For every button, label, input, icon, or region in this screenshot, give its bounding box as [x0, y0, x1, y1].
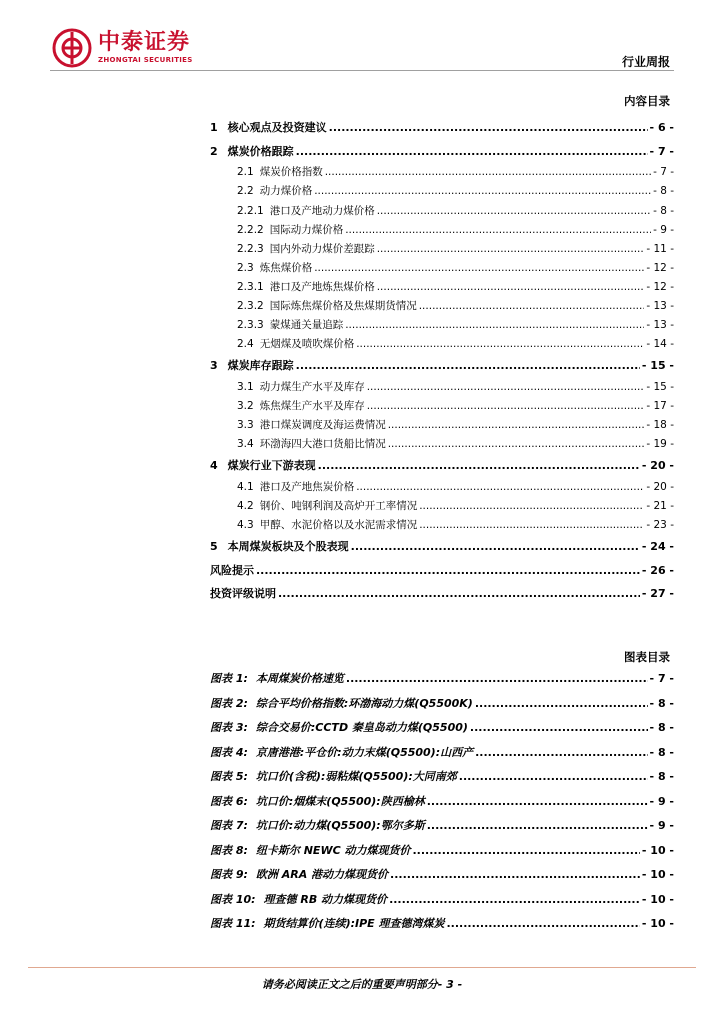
toc-entry-number: 2.2.2 — [237, 223, 264, 236]
toc-entry-title: 风险提示 — [210, 564, 254, 578]
toc-entry-page: - 8 - — [653, 185, 674, 198]
toc-entry[interactable] — [210, 335, 674, 354]
figure-title: 坑口价(含税):弱粘煤(Q5500):大同南郊 — [255, 770, 457, 783]
toc-entry[interactable] — [210, 416, 674, 435]
figure-page: - 8 - — [649, 696, 674, 710]
toc-entry[interactable] — [210, 478, 674, 497]
toc-entry-number: 3.2 — [237, 400, 254, 413]
toc-dot-leader — [314, 259, 644, 278]
figure-label: 图表 11: — [210, 917, 256, 930]
toc-entry-page: - 7 - — [649, 144, 674, 158]
toc-entry-page: - 9 - — [653, 223, 674, 236]
toc-entry-number: 2.3.2 — [237, 300, 264, 313]
toc-dot-leader — [388, 435, 645, 454]
figure-dot-leader — [346, 667, 648, 692]
figure-title: 欧洲 ARA 港动力煤现货价 — [255, 868, 389, 881]
toc-entry-page: - 26 - — [641, 564, 674, 578]
toc-entry[interactable] — [210, 454, 674, 478]
toc-dot-leader — [345, 316, 644, 335]
toc-entry-number: 4.3 — [237, 519, 254, 532]
toc-dot-leader — [377, 240, 645, 259]
toc-entry-number: 3 — [210, 359, 218, 373]
toc-dot-leader — [419, 497, 644, 516]
figure-page: - 7 - — [649, 672, 674, 685]
figure-dot-leader — [427, 790, 648, 815]
toc-entry[interactable] — [210, 202, 674, 221]
figure-dot-leader — [389, 888, 640, 913]
toc-entry-title: 甲醇、水泥价格以及水泥需求情况 — [259, 519, 418, 532]
toc-entry[interactable] — [210, 259, 674, 278]
toc-entry-number: 2.2 — [237, 185, 254, 198]
figure-entry[interactable] — [210, 765, 674, 790]
figure-label: 图表 4: — [210, 745, 248, 759]
figure-label: 图表 8: — [210, 843, 248, 857]
toc-entry[interactable] — [210, 354, 674, 378]
figure-entry[interactable] — [210, 741, 674, 766]
figure-dot-leader — [390, 863, 640, 888]
figure-title: 理查德 RB 动力煤现货价 — [263, 892, 388, 906]
toc-entry-title: 动力煤生产水平及库存 — [259, 381, 365, 393]
toc-entry-title: 国际炼焦煤价格及焦煤期货情况 — [269, 300, 417, 313]
toc-entry-number: 4.2 — [237, 500, 254, 513]
table-of-contents — [210, 116, 674, 605]
figure-label: 图表 2: — [210, 696, 248, 710]
report-type: 行业周报 — [621, 55, 670, 69]
toc-entry-title: 动力煤价格 — [259, 185, 313, 198]
figure-title: 坑口价:烟煤末(Q5500):陕西榆林 — [255, 794, 425, 808]
toc-entry[interactable] — [210, 516, 674, 535]
figure-page: - 10 - — [641, 892, 674, 906]
toc-entry-title: 国内外动力煤价差跟踪 — [269, 242, 375, 255]
figure-entry[interactable] — [210, 790, 674, 815]
toc-entry[interactable] — [210, 182, 674, 201]
toc-entry-page: - 12 - — [646, 280, 674, 293]
toc-entry-page: - 13 - — [646, 300, 674, 313]
toc-entry-page: - 20 - — [641, 459, 674, 473]
figure-label: 图表 9: — [210, 868, 248, 881]
toc-entry-number: 2.3 — [237, 261, 254, 274]
toc-dot-leader — [318, 454, 640, 478]
figure-label: 图表 1: — [210, 672, 248, 685]
toc-dot-leader — [377, 202, 651, 221]
toc-entry-page: - 27 - — [641, 587, 674, 601]
toc-entry-title: 煤炭价格指数 — [259, 166, 323, 179]
figure-title: 期货结算价(连续):IPE 理查德湾煤炭 — [263, 917, 445, 930]
toc-entry-page: - 21 - — [646, 500, 674, 513]
toc-entry-page: - 6 - — [649, 121, 674, 134]
toc-entry-title: 港口及产地炼焦煤价格 — [269, 280, 375, 293]
figures-title: 图表目录 — [624, 650, 670, 664]
toc-entry-title: 投资评级说明 — [210, 587, 276, 601]
toc-entry[interactable] — [210, 297, 674, 316]
toc-entry-title: 煤炭库存跟踪 — [227, 359, 294, 373]
page-footer — [0, 976, 724, 992]
figure-page: - 8 - — [649, 745, 674, 759]
toc-entry[interactable] — [210, 559, 674, 582]
toc-entry[interactable] — [210, 316, 674, 335]
toc-entry-title: 国际动力煤价格 — [269, 223, 344, 236]
figure-label: 图表 6: — [210, 794, 248, 808]
brand-name-cn: 中泰证券 — [98, 30, 191, 55]
toc-entry-page: - 17 - — [646, 400, 674, 413]
toc-dot-leader — [419, 516, 644, 535]
toc-dot-leader — [367, 378, 645, 397]
toc-entry-title: 煤炭价格跟踪 — [227, 144, 294, 158]
toc-entry-number: 5 — [210, 540, 218, 554]
toc-dot-leader — [329, 116, 648, 140]
figure-dot-leader — [470, 716, 648, 741]
toc-entry-number: 2.4 — [237, 338, 254, 351]
figure-dot-leader — [475, 692, 648, 717]
toc-dot-leader — [419, 297, 645, 316]
toc-entry-page: - 8 - — [653, 204, 674, 217]
toc-entry-page: - 18 - — [646, 419, 674, 432]
footer-disclaimer: 请务必阅读正文之后的重要声明部分 — [261, 978, 438, 991]
figure-label: 图表 7: — [210, 819, 248, 832]
toc-entry[interactable] — [210, 240, 674, 259]
figure-title: 坑口价:动力煤(Q5500):鄂尔多斯 — [255, 819, 425, 832]
toc-dot-leader — [325, 163, 651, 182]
toc-dot-leader — [256, 559, 640, 582]
toc-dot-leader — [356, 335, 644, 354]
toc-entry[interactable] — [210, 535, 674, 559]
figure-entry[interactable] — [210, 888, 674, 913]
figure-title: 综合交易价:CCTD 秦皇岛动力煤(Q5500) — [255, 721, 468, 734]
toc-entry[interactable] — [210, 140, 674, 164]
toc-entry-page: - 19 - — [646, 438, 674, 451]
toc-entry-number: 2.2.1 — [237, 204, 264, 217]
header-divider — [50, 70, 674, 71]
toc-entry-number: 2 — [210, 144, 218, 158]
toc-entry-title: 炼焦煤价格 — [259, 261, 313, 274]
toc-entry-number: 2.2.3 — [237, 242, 264, 255]
toc-dot-leader — [278, 582, 640, 605]
figure-page: - 10 - — [641, 917, 674, 930]
figure-entry[interactable] — [210, 814, 674, 839]
figure-dot-leader — [447, 912, 640, 937]
company-logo — [52, 28, 193, 68]
figure-dot-leader — [412, 839, 639, 864]
figure-dot-leader — [475, 741, 647, 766]
toc-entry-title: 无烟煤及喷吹煤价格 — [259, 338, 355, 351]
toc-entry-page: - 15 - — [646, 381, 674, 393]
figure-entry[interactable] — [210, 716, 674, 741]
toc-entry[interactable] — [210, 116, 674, 140]
page-header — [0, 0, 724, 80]
toc-entry-page: - 13 - — [646, 319, 674, 332]
toc-entry-number: 4.1 — [237, 481, 254, 494]
toc-entry-page: - 11 - — [646, 242, 674, 255]
toc-dot-leader — [345, 221, 651, 240]
figure-title: 本周煤炭价格速览 — [255, 672, 344, 685]
toc-entry[interactable] — [210, 397, 674, 416]
figure-entry[interactable] — [210, 667, 674, 692]
toc-entry-number: 2.1 — [237, 166, 254, 179]
toc-entry-title: 炼焦煤生产水平及库存 — [259, 400, 365, 413]
toc-entry-page: - 20 - — [646, 481, 674, 494]
figure-title: 纽卡斯尔 NEWC 动力煤现货价 — [255, 843, 411, 857]
toc-entry[interactable] — [210, 378, 674, 397]
toc-entry-page: - 14 - — [646, 338, 674, 351]
zhongtai-logo-icon — [52, 28, 92, 68]
toc-entry-title: 钢价、吨钢利润及高炉开工率情况 — [259, 500, 418, 513]
toc-entry-title: 本周煤炭板块及个股表现 — [227, 540, 349, 554]
toc-dot-leader — [367, 397, 645, 416]
contents-title: 内容目录 — [624, 94, 670, 108]
toc-entry-title: 煤炭行业下游表现 — [227, 459, 316, 473]
figure-page: - 10 - — [641, 868, 674, 881]
figure-dot-leader — [427, 814, 648, 839]
toc-entry-page: - 24 - — [641, 540, 674, 554]
figure-page: - 8 - — [649, 770, 674, 783]
brand-name-en: ZHONGTAI SECURITIES — [98, 56, 193, 64]
toc-entry-page: - 15 - — [641, 359, 674, 373]
toc-entry-number: 4 — [210, 459, 218, 473]
figure-page: - 10 - — [641, 843, 674, 857]
list-of-figures — [210, 667, 674, 937]
figure-page: - 9 - — [649, 819, 674, 832]
figure-entry[interactable] — [210, 692, 674, 717]
toc-entry-title: 港口煤炭调度及海运费情况 — [259, 419, 386, 432]
footer-divider — [28, 967, 696, 968]
toc-entry-page: - 12 - — [646, 261, 674, 274]
toc-entry-page: - 23 - — [646, 519, 674, 532]
figure-entry[interactable] — [210, 839, 674, 864]
figure-label: 图表 10: — [210, 892, 256, 906]
toc-dot-leader — [296, 354, 640, 378]
toc-dot-leader — [388, 416, 645, 435]
figure-entry[interactable] — [210, 912, 674, 937]
toc-entry-title: 环渤海四大港口货船比情况 — [259, 438, 386, 451]
toc-entry-title: 核心观点及投资建议 — [227, 121, 327, 134]
figure-page: - 8 - — [649, 721, 674, 734]
toc-dot-leader — [377, 278, 645, 297]
toc-entry[interactable] — [210, 221, 674, 240]
toc-entry[interactable] — [210, 278, 674, 297]
toc-dot-leader — [296, 140, 648, 164]
figure-page: - 9 - — [649, 794, 674, 808]
toc-entry-page: - 7 - — [653, 166, 674, 179]
toc-entry-number: 1 — [210, 121, 218, 134]
toc-entry-title: 港口及产地焦炭价格 — [259, 481, 355, 494]
figure-label: 图表 5: — [210, 770, 248, 783]
figure-title: 京唐港港:平仓价:动力末煤(Q5500):山西产 — [255, 745, 474, 759]
figure-entry[interactable] — [210, 863, 674, 888]
toc-dot-leader — [351, 535, 640, 559]
toc-entry-title: 港口及产地动力煤价格 — [269, 204, 375, 217]
figure-dot-leader — [459, 765, 648, 790]
toc-entry[interactable] — [210, 582, 674, 605]
toc-entry[interactable] — [210, 497, 674, 516]
toc-entry[interactable] — [210, 435, 674, 454]
toc-entry-number: 2.3.3 — [237, 319, 264, 332]
toc-entry-number: 2.3.1 — [237, 280, 264, 293]
figure-label: 图表 3: — [210, 721, 248, 734]
toc-dot-leader — [356, 478, 644, 497]
toc-entry[interactable] — [210, 163, 674, 182]
figure-title: 综合平均价格指数:环渤海动力煤(Q5500K) — [255, 696, 473, 710]
toc-entry-title: 蒙煤通关量追踪 — [269, 319, 344, 332]
toc-dot-leader — [314, 182, 651, 201]
toc-entry-number: 3.3 — [237, 419, 254, 432]
footer-page-number: - 3 - — [437, 978, 463, 991]
toc-entry-number: 3.1 — [237, 381, 254, 393]
toc-entry-number: 3.4 — [237, 438, 254, 451]
